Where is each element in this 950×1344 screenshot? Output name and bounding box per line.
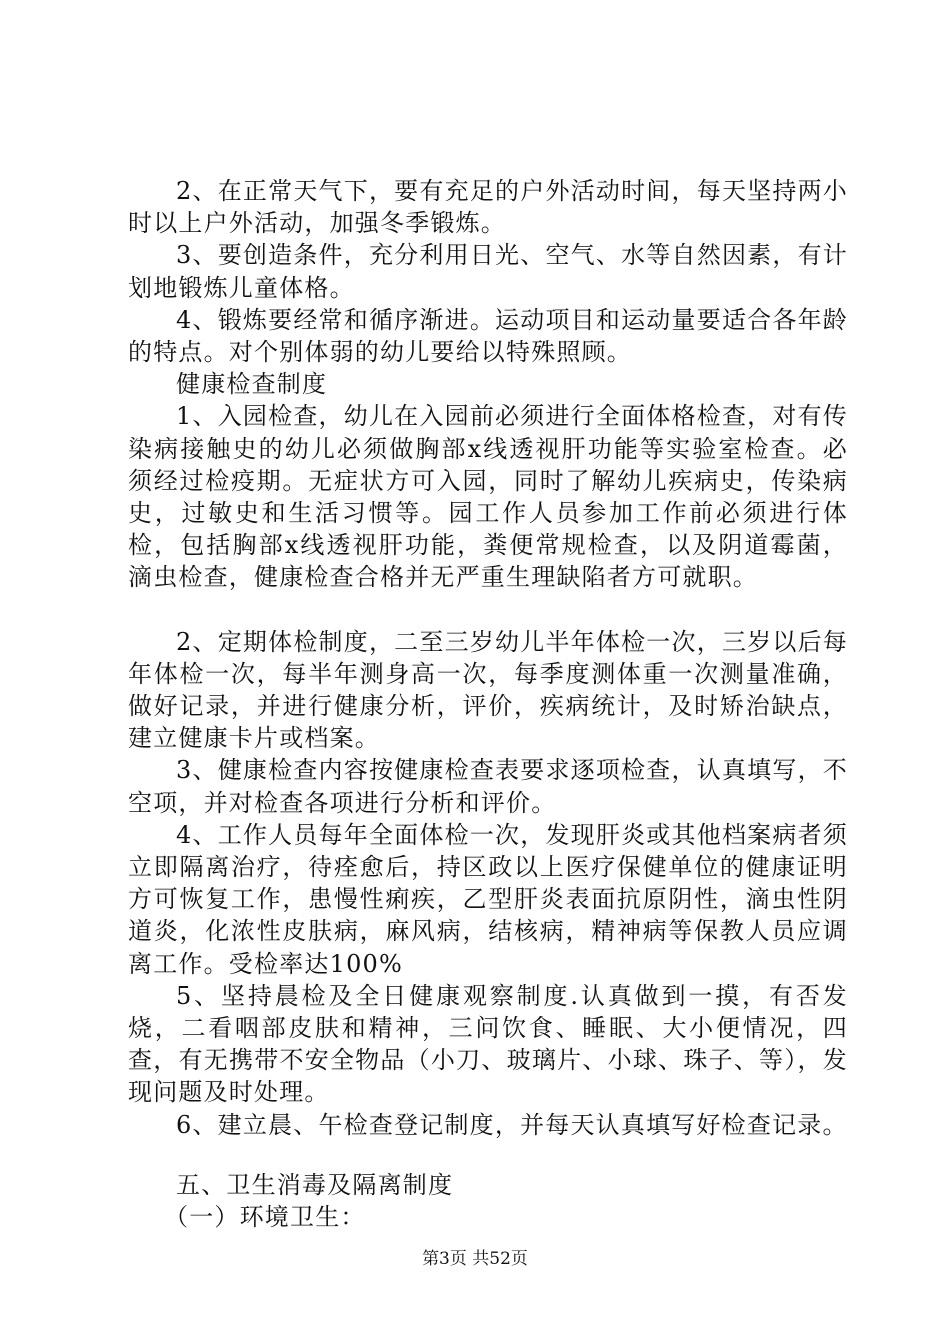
section-heading-health-check: 健康检查制度 [176, 370, 328, 399]
document-body [128, 175, 848, 1233]
page-number-footer: 第3页 共52页 [422, 1249, 528, 1269]
paragraph-staff-checkup: 4、工作人员每年全面体检一次，发现肝炎或其他档案病者须立即隔离治疗，待痊愈后，持区政以上医疗保健单位的健康证明方可恢复工作，患慢性痢疾，乙型肝炎表面抗原阴性，滴虫性阴道炎，化浓性皮肤病，麻风病，结核病，精神病等保教人员应调离工作。受检率达100% [128, 820, 848, 978]
paragraph-outdoor-activity: 2、在正常天气下，要有充足的户外活动时间，每天坚持两小时以上户外活动，加强冬季锻炼。 [128, 177, 848, 238]
paragraph-check-records: 6、建立晨、午检查登记制度，并每天认真填写好检查记录。 [176, 1110, 848, 1139]
section-heading-hygiene: 五、卫生消毒及隔离制度 [176, 1170, 454, 1199]
paragraph-morning-check: 5、坚持晨检及全日健康观察制度.认真做到一摸，有否发烧，二看咽部皮肤和精神，三问饮食、睡眠、大小便情况，四查，有无携带不安全物品（小刀、玻璃片、小球、珠子、等），发现问题及时处理。 [128, 981, 848, 1107]
paragraph-admission-check: 1、入园检查，幼儿在入园前必须进行全面体格检查，对有传染病接触史的幼儿必须做胸部x线透视肝功能等实验室检查。必须经过检疫期。无症状方可入园，同时了解幼儿疾病史，传染病史，过敏史和生活习惯等。园工作人员参加工作前必须进行体检，包括胸部x线透视肝功能，粪便常规检查，以及阴道霉菌，滴虫检查，健康检查合格并无严重生理缺陷者方可就职。 [128, 402, 848, 592]
paragraph-gradual-exercise: 4、锻炼要经常和循序渐进。运动项目和运动量要适合各年龄的特点。对个别体弱的幼儿要给以特殊照顾。 [128, 305, 848, 367]
paragraph-check-content: 3、健康检查内容按健康检查表要求逐项检查，认真填写，不空项，并对检查各项进行分析和评价。 [128, 756, 848, 817]
paragraph-regular-checkup: 2、定期体检制度，二至三岁幼儿半年体检一次，三岁以后每年体检一次，每半年测身高一次，每季度测体重一次测量准确，做好记录，并进行健康分析，评价，疾病统计，及时矫治缺点，建立健康卡片或档案。 [128, 627, 848, 753]
paragraph-natural-factors: 3、要创造条件，充分利用日光、空气、水等自然因素，有计划地锻炼儿童体格。 [128, 241, 848, 302]
subsection-heading-environment: （一）环境卫生： [164, 1203, 366, 1232]
